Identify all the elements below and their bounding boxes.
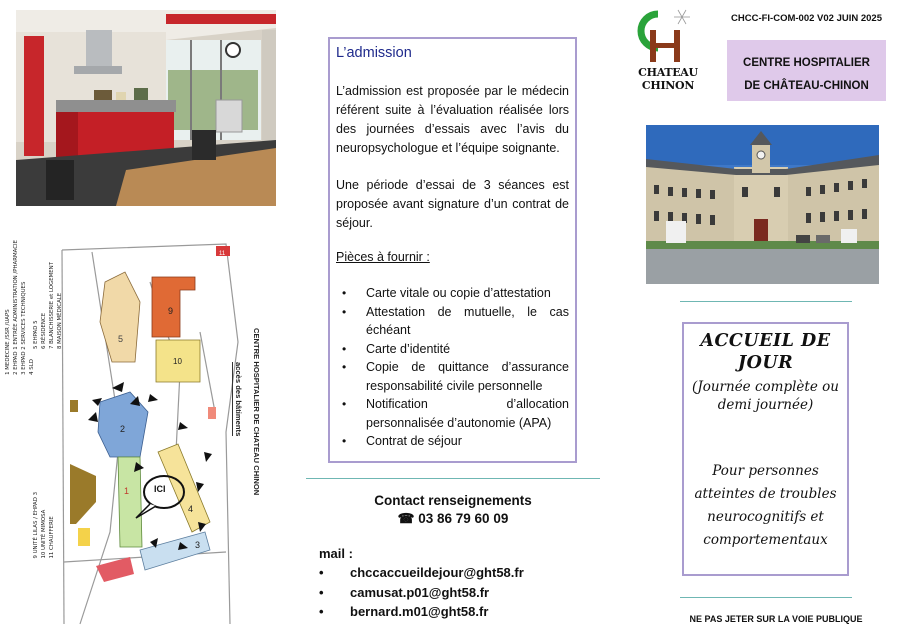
accueil-subtitle: (Journée complète ou demi journée) <box>692 379 839 413</box>
admission-panel <box>328 37 577 463</box>
map-number: 3 <box>195 540 201 550</box>
contact-title: Contact renseignements <box>374 493 532 508</box>
map-subtitle: accès des bâtiments <box>234 362 243 437</box>
email-link[interactable]: • bernard.m01@ght58.fr <box>319 602 524 622</box>
hospital-name-line2: DE CHÂTEAU-CHINON <box>744 80 869 92</box>
contact-phone-row <box>306 511 600 527</box>
map-legend-col1: 1 MEDECINE /SSR /UAPS 2 EHPAD 1 ENTRÉE ADMINISTRATION /PHARMACIE 3 EHPAD 2 SERVICES TECHNIQUES 4 SLD <box>5 240 35 375</box>
map-number: 1 <box>124 486 130 496</box>
phone-icon: ☎ <box>397 511 415 526</box>
divider <box>680 301 852 302</box>
accueil-title: ACCUEIL DE JOUR <box>700 331 831 373</box>
email-link[interactable]: • chccaccueildejour@ght58.fr <box>319 563 524 583</box>
accueil-description: Pour personnes atteintes de troubles neurocognitifs et comportementaux <box>694 463 837 548</box>
list-item: • Notification d’allocation personnalisée d’autonomie (APA) <box>336 395 569 432</box>
hospital-building-photo <box>646 125 879 284</box>
documents-label: Pièces à fournir : <box>336 250 430 264</box>
phone-number[interactable]: 03 86 79 60 09 <box>418 511 509 526</box>
divider <box>306 478 600 479</box>
map-legend-col3: 9 UNITÉ LILAS / EHPAD 3 10 UNITÉ MIMOSA 11 CHAUFFERIE <box>33 492 55 559</box>
list-item: • Attestation de mutuelle, le cas échéant <box>336 303 569 340</box>
logo-text: CHATEAU CHINON <box>638 66 698 92</box>
list-item: • Carte d’identité <box>336 340 569 359</box>
admission-paragraph-1: L’admission est proposée par le médecin référent suite à l’évaluation réalisée lors des journées d’essais avec l’avis du neuropsychologue et l’équipe soignante. <box>336 84 569 155</box>
map-legend-col2: 5 EHPAD 5 6 RÉSIDENCE 7 BLANCHISSERIE et LOGEMENT 8 MAISON MÉDICALE <box>33 262 63 349</box>
site-map <box>0 232 290 630</box>
email-link[interactable]: • camusat.p01@ght58.fr <box>319 583 524 603</box>
map-legend <box>4 232 63 559</box>
list-item: • Carte vitale ou copie d’attestation <box>336 284 569 303</box>
documents-list <box>336 284 569 451</box>
map-title: CENTRE HOSPITALIER DE CHATEAU CHINON <box>252 328 261 496</box>
map-number: 9 <box>168 306 174 316</box>
map-number: 11 <box>219 251 226 257</box>
hospital-name-line1: CENTRE HOSPITALIER <box>743 57 870 69</box>
hospital-name-box <box>727 40 886 101</box>
list-item: • Copie de quittance d’assurance responsabilité civile personnelle <box>336 358 569 395</box>
list-item: • Contrat de séjour <box>336 432 569 451</box>
footer-note: NE PAS JETER SUR LA VOIE PUBLIQUE <box>689 614 863 624</box>
accueil-panel <box>682 322 849 576</box>
map-number: 5 <box>118 334 124 344</box>
document-reference: CHCC-FI-COM-002 V02 JUIN 2025 <box>731 13 882 24</box>
divider <box>680 597 852 598</box>
map-number: 4 <box>188 504 194 514</box>
map-number: 2 <box>120 424 126 434</box>
hospital-logo <box>616 4 716 92</box>
admission-paragraph-2: Une période d’essai de 3 séances est proposée avant signature d’un contrat de séjour. <box>336 178 569 230</box>
admission-title: L’admission <box>336 45 412 61</box>
map-number: 10 <box>173 357 182 366</box>
here-label: ICI <box>154 484 166 494</box>
mail-label: mail : <box>319 546 353 561</box>
email-list <box>319 563 524 622</box>
kitchen-photo <box>16 10 276 206</box>
